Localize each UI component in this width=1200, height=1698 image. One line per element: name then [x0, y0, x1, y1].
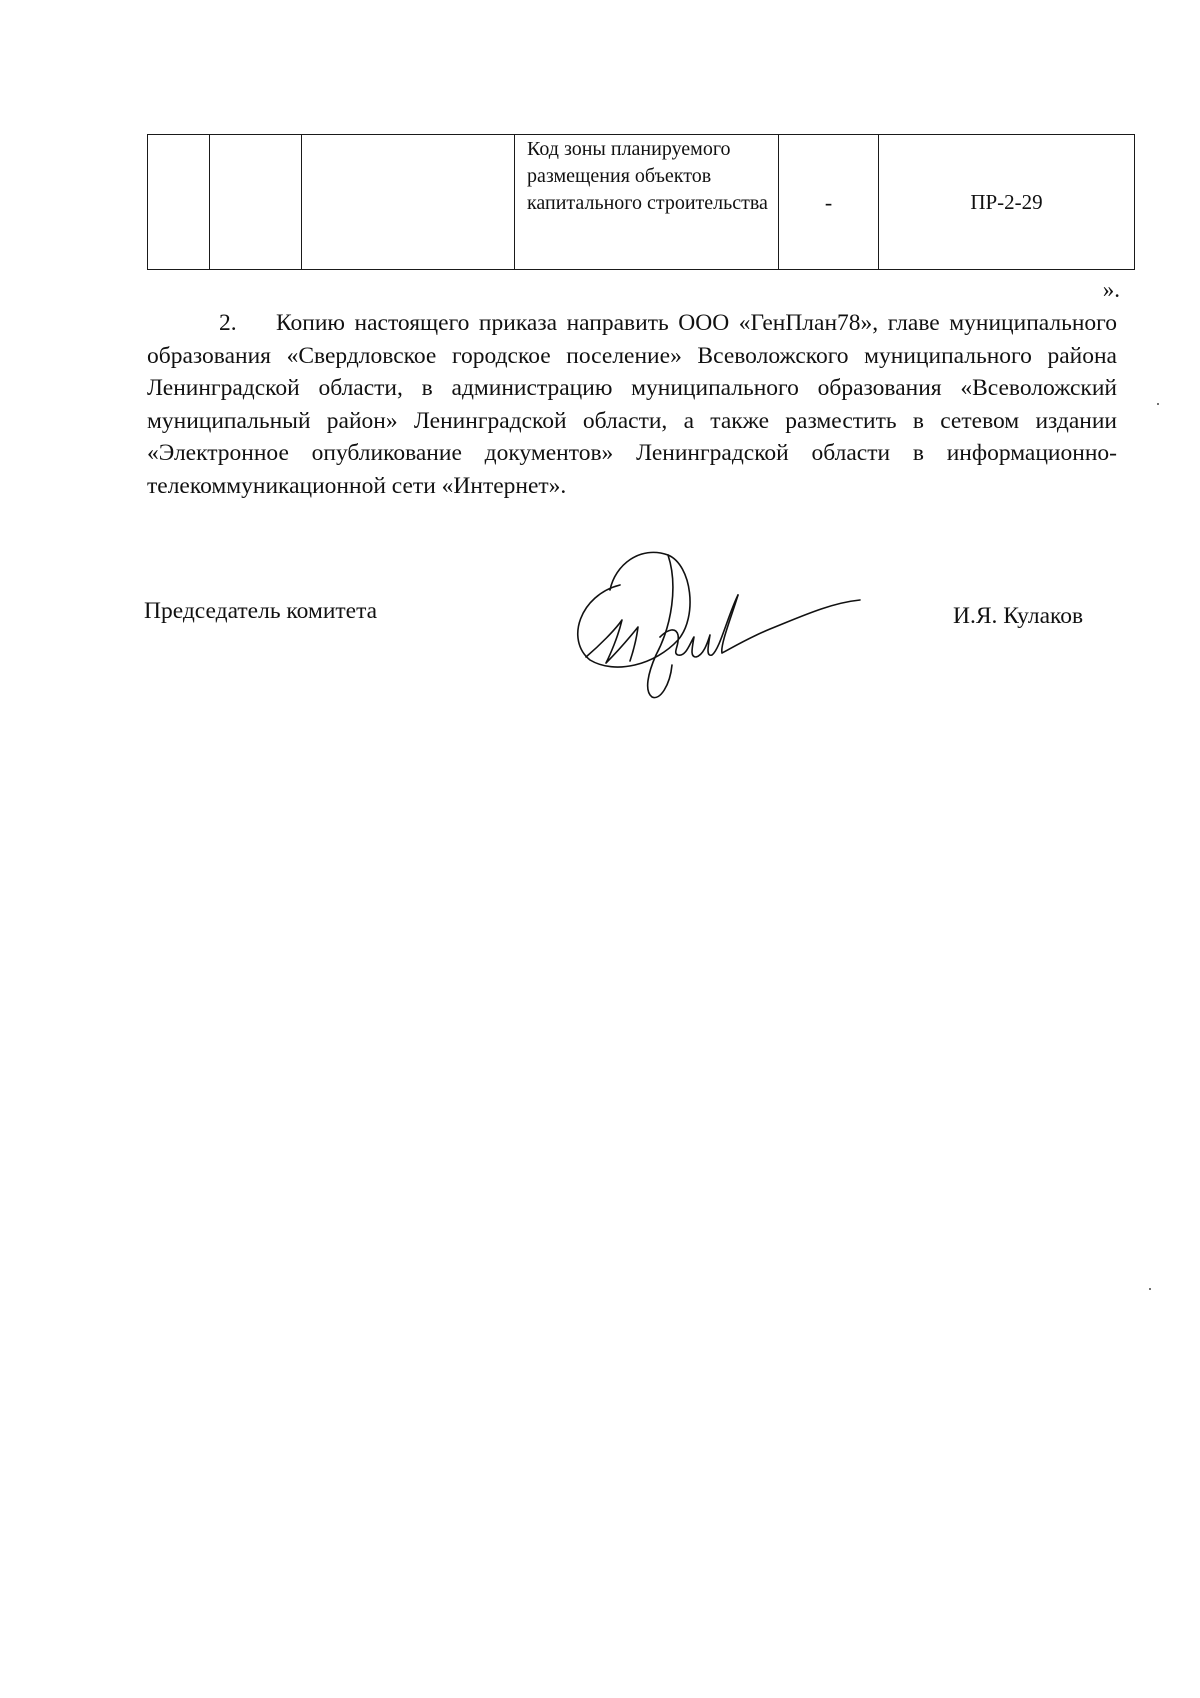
- paragraph-2: [147, 307, 1117, 502]
- closing-quote: ».: [1102, 277, 1120, 302]
- paragraph-number: 2.: [219, 310, 237, 336]
- table-cell-empty-1: [148, 135, 210, 270]
- table-cell-dash: -: [779, 135, 879, 270]
- scan-speck: [1149, 1288, 1151, 1290]
- table-cell-zone-code: ПР-2-29: [879, 135, 1135, 270]
- table-cell-empty-2: [210, 135, 302, 270]
- table-cell-description: Код зоны планируемого размещения объектов капитального строительства: [515, 135, 779, 270]
- table-row: [148, 135, 1135, 270]
- scan-speck: [1157, 403, 1159, 405]
- signatory-position: Председатель комитета: [144, 598, 378, 624]
- handwritten-signature: [560, 545, 880, 715]
- zone-table: [147, 134, 1135, 270]
- signatory-name: И.Я. Кулаков: [953, 603, 1084, 629]
- table-cell-empty-3: [302, 135, 515, 270]
- paragraph-text: Копию настоящего приказа направить ООО «ГенПлан78», главе муниципального образования «Свердловское городское поселение» Всеволожского муниципального района Ленинградской области, в администрацию муниципального образования «Всеволожский муниципальный район» Ленинградской области, а также разместить в сетевом издании «Электронное опубликование документов» Ленинградской области в информационно-телекоммуникационной сети «Интернет».: [147, 310, 1117, 499]
